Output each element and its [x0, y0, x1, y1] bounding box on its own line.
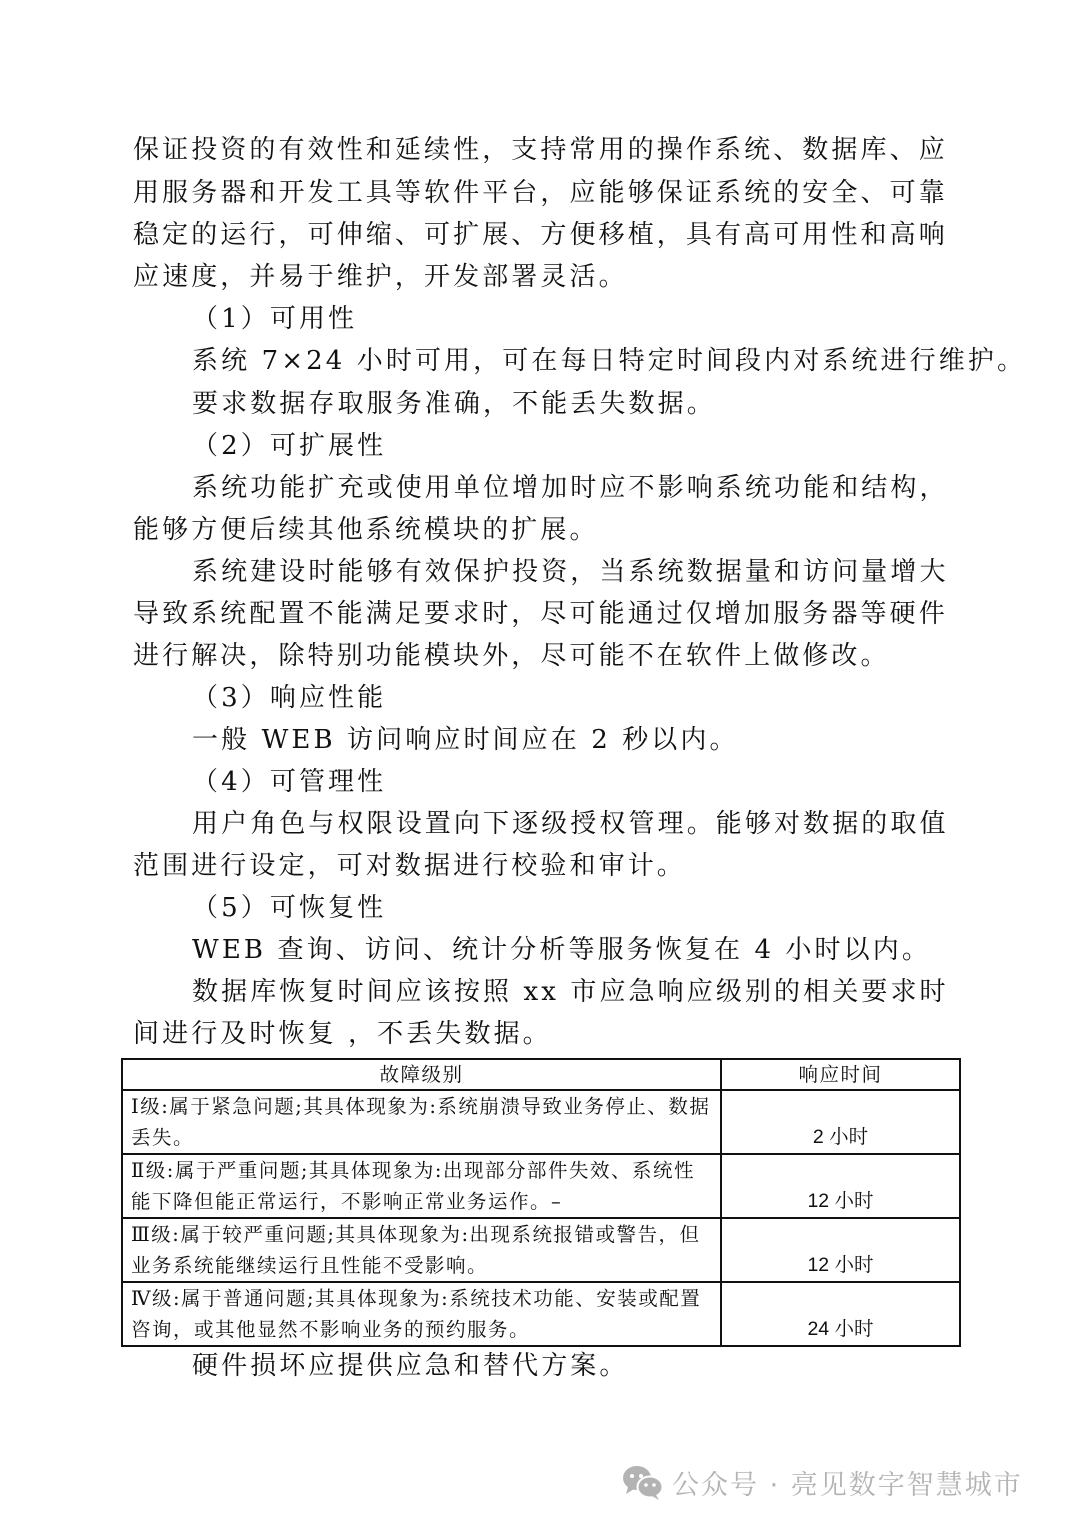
- header-fault-level: 故障级别: [122, 1059, 721, 1090]
- section-heading: （1）可用性: [192, 304, 358, 334]
- response-time-cell: 12 小时: [721, 1154, 960, 1218]
- table-row: [122, 1282, 960, 1346]
- header-response-time: 响应时间: [721, 1059, 960, 1090]
- paragraph-line: WEB 查询、访问、统计分析等服务恢复在 4 小时以内。: [192, 935, 931, 965]
- paragraph-line: 系统建设时能够有效保护投资，当系统数据量和访问量增大: [192, 557, 949, 587]
- table-row: [122, 1218, 960, 1282]
- paragraph-line: 硬件损坏应提供应急和替代方案。: [192, 1351, 629, 1381]
- table-row: [122, 1154, 960, 1218]
- paragraph-line: 进行解决，除特别功能模块外，尽可能不在软件上做修改。: [133, 641, 890, 671]
- section-heading: （5）可恢复性: [192, 893, 387, 923]
- paragraph-line: 能够方便后续其他系统模块的扩展。: [133, 515, 599, 545]
- wechat-icon: [622, 1465, 664, 1501]
- paragraph-line: 系统 7×24 小时可用，可在每日特定时间段内对系统进行维护。: [192, 346, 1027, 376]
- fault-level-table: [121, 1058, 961, 1347]
- watermark: [622, 1463, 1023, 1502]
- paragraph-line: 用服务器和开发工具等软件平台，应能够保证系统的安全、可靠: [133, 178, 948, 208]
- section-heading: （3）响应性能: [192, 683, 387, 713]
- paragraph-line: 一般 WEB 访问响应时间应在 2 秒以内。: [192, 725, 739, 755]
- response-time-cell: 12 小时: [721, 1218, 960, 1282]
- paragraph-line: 系统功能扩充或使用单位增加时应不影响系统功能和结构，: [192, 473, 949, 503]
- paragraph-line: 数据库恢复时间应该按照 xx 市应急响应级别的相关要求时: [192, 977, 949, 1007]
- paragraph-line: 间进行及时恢复 ，不丢失数据。: [133, 1019, 552, 1049]
- paragraph-line: 稳定的运行，可伸缩、可扩展、方便移植，具有高可用性和高响: [133, 220, 948, 250]
- paragraph-line: 应速度，并易于维护，开发部署灵活。: [133, 262, 628, 292]
- fault-level-cell: Ⅱ级:属于严重问题;其具体现象为:出现部分部件失效、系统性能下降但能正常运行，不影响正常业务运作。–: [122, 1154, 721, 1218]
- fault-level-cell: Ⅲ级:属于较严重问题;其具体现象为:出现系统报错或警告，但业务系统能继续运行且性能不受影响。: [122, 1218, 721, 1282]
- section-heading: （4）可管理性: [192, 767, 387, 797]
- table-header-row: [122, 1059, 960, 1090]
- paragraph-line: 保证投资的有效性和延续性，支持常用的操作系统、数据库、应: [133, 135, 948, 165]
- watermark-text: 公众号 · 亮见数字智慧城市: [672, 1470, 1023, 1501]
- paragraph-line: 导致系统配置不能满足要求时，尽可能通过仅增加服务器等硬件: [133, 599, 948, 629]
- fault-level-cell: Ⅰ级:属于紧急问题;其具体现象为:系统崩溃导致业务停止、数据丢失。: [122, 1090, 721, 1154]
- paragraph-line: 范围进行设定，可对数据进行校验和审计。: [133, 851, 686, 881]
- paragraph-line: 用户角色与权限设置向下逐级授权管理。能够对数据的取值: [192, 809, 949, 839]
- paragraph-line: 要求数据存取服务准确，不能丢失数据。: [192, 389, 716, 419]
- response-time-cell: 2 小时: [721, 1090, 960, 1154]
- table-row: [122, 1090, 960, 1154]
- section-heading: （2）可扩展性: [192, 431, 387, 461]
- response-time-cell: 24 小时: [721, 1282, 960, 1346]
- fault-level-cell: Ⅳ级:属于普通问题;其具体现象为:系统技术功能、安装或配置咨询，或其他显然不影响业务的预约服务。: [122, 1282, 721, 1346]
